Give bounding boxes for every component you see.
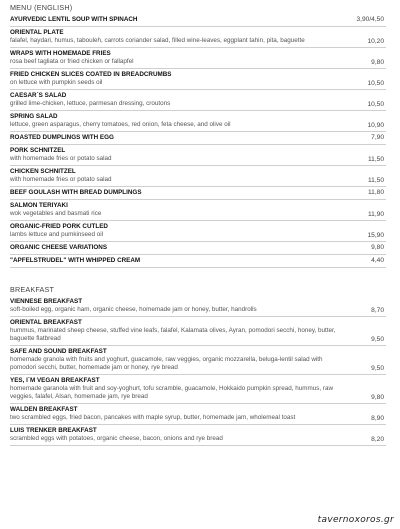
menu-item-description: on lettuce with pumpkin seeds oil: [10, 79, 103, 86]
menu-item-name: BEEF GOULASH WITH BREAD DUMPLINGS: [10, 189, 142, 196]
menu-item-price: 11,90: [367, 211, 384, 218]
menu-page: [10, 0, 386, 446]
menu-item: [10, 255, 386, 268]
menu-item-price: 11,50: [367, 156, 384, 163]
menu-item: [10, 242, 386, 255]
menu-item-name: WRAPS WITH HOMEMADE FRIES: [10, 50, 111, 57]
menu-item: [10, 90, 386, 111]
menu-item-price: 11,80: [367, 189, 384, 196]
breakfast-item-description: soft-boiled egg, organic ham, organic cheese, homemade jam or honey, butter, handrolls: [10, 306, 257, 313]
breakfast-section-title: BREAKFAST: [10, 285, 55, 294]
breakfast-item-description: scrambled eggs with potatoes, organic cheese, bacon, onions and rye bread: [10, 435, 223, 442]
menu-item-price: 9,80: [371, 244, 384, 251]
menu-item: [10, 14, 386, 27]
menu-item-price: 10,50: [367, 80, 384, 87]
menu-item: [10, 200, 386, 221]
menu-item-price: 11,50: [367, 177, 384, 184]
breakfast-item-description: homemade granola with fruits and yoghurt, guacamole, raw veggies, organic mozzarella, beluga-lentil salad with pomodori secchi, butter, homemade jam or honey, rye bread: [10, 356, 323, 371]
menu-item-description: lettuce, green asparagus, cherry tomatoes, red onion, feta cheese, and olive oil: [10, 121, 231, 128]
menu-item-price: 7,90: [371, 134, 384, 141]
menu-item: [10, 221, 386, 242]
menu-item-price: 10,50: [367, 101, 384, 108]
breakfast-item-price: 9,50: [371, 336, 384, 343]
breakfast-item-price: 9,80: [371, 394, 384, 401]
menu-item: [10, 187, 386, 200]
menu-item-name: CHICKEN SCHNITZEL: [10, 168, 76, 175]
breakfast-item: [10, 404, 386, 425]
breakfast-item: [10, 296, 386, 317]
breakfast-item-description: hummus, marinated sheep cheese, stuffed vine leafs, falafel, Kalamata olives, Ayran, pomodori secchi, honey, butter, baguette flatbread: [10, 327, 336, 342]
menu-item-price: 10,90: [367, 122, 384, 129]
menu-item: [10, 111, 386, 132]
breakfast-item: [10, 317, 386, 346]
menu-item: [10, 69, 386, 90]
breakfast-item-name: SAFE AND SOUND BREAKFAST: [10, 348, 107, 355]
breakfast-item: [10, 375, 386, 404]
menu-section-title: MENU (ENGLISH): [10, 3, 73, 12]
menu-item-description: lambs lettuce and pumkinseed oil: [10, 231, 104, 238]
breakfast-item-price: 8,90: [371, 415, 384, 422]
menu-item-name: ROASTED DUMPLINGS WITH EGG: [10, 134, 114, 141]
breakfast-item-price: 8,20: [371, 436, 384, 443]
menu-item-name: ORGANIC CHEESE VARIATIONS: [10, 244, 108, 251]
menu-item-name: ORGANIC-FRIED PORK CUTLED: [10, 223, 108, 230]
breakfast-item-description: two scrambled eggs, fried bacon, pancakes with maple syrup, butter, homemade jam, wholemeal toast: [10, 414, 296, 421]
breakfast-item: [10, 346, 386, 375]
menu-item-name: SPRING SALAD: [10, 113, 58, 120]
breakfast-item-name: LUIS TRENKER BREAKFAST: [10, 427, 97, 434]
menu-item-name: "APFELSTRUDEL" WITH WHIPPED CREAM: [10, 257, 141, 264]
breakfast-item-name: YES, I´M VEGAN BREAKFAST: [10, 377, 100, 384]
menu-item-name: ORIENTAL PLATE: [10, 29, 64, 36]
watermark-logo: tavernoxoros.gr: [315, 514, 397, 526]
menu-item: [10, 166, 386, 187]
menu-item-description: wok vegetables and basmati rice: [10, 210, 102, 217]
menu-item: [10, 27, 386, 48]
breakfast-item: [10, 425, 386, 446]
menu-item-price: 3,90/4,50: [356, 16, 384, 23]
menu-item-price: 10,20: [367, 38, 384, 45]
section-gap: [10, 268, 386, 282]
menu-item-description: with homemade fries or potato salad: [10, 176, 112, 183]
breakfast-item-name: ORIENTAL BREAKFAST: [10, 319, 82, 326]
breakfast-item-price: 9,50: [371, 365, 384, 372]
menu-item-name: AYURVEDIC LENTIL SOUP WITH SPINACH: [10, 16, 138, 23]
menu-item: [10, 48, 386, 69]
breakfast-item-name: VIENNESE BREAKFAST: [10, 298, 83, 305]
menu-item-price: 4,40: [371, 257, 384, 264]
menu-item-price: 9,80: [371, 59, 384, 66]
menu-item-description: rosa beef tagliata or fried chicken or fallapfel: [10, 58, 134, 65]
menu-item-list: [10, 14, 386, 268]
breakfast-item-description: homemade garanola with fruit and soy-yoghurt, tofu scramble, guacamole, Hokkaido pumpkin spread, hummus, raw veggies, falafel, Alsan, homemade jam, rye bread: [10, 385, 334, 400]
menu-item: [10, 132, 386, 145]
menu-item-price: 15,90: [367, 232, 384, 239]
menu-item-description: with homemade fries or potato salad: [10, 155, 112, 162]
menu-item: [10, 145, 386, 166]
menu-item-description: grilled lime-chicken, lettuce, parmesan dressing, croutons: [10, 100, 171, 107]
breakfast-item-price: 8,70: [371, 307, 384, 314]
breakfast-item-name: WALDEN BREAKFAST: [10, 406, 78, 413]
menu-item-description: falafel, haydari, humus, tabouleh, carrots coriander salad, filled wine-leaves, eggplant tahin, pita, baguette: [10, 37, 305, 44]
menu-item-name: FRIED CHICKEN SLICES COATED IN BREADCRUMBS: [10, 71, 172, 78]
menu-item-name: PORK SCHNITZEL: [10, 147, 66, 154]
menu-item-name: CAESAR´S SALAD: [10, 92, 67, 99]
menu-item-name: SALMON TERIYAKI: [10, 202, 68, 209]
breakfast-item-list: [10, 296, 386, 446]
